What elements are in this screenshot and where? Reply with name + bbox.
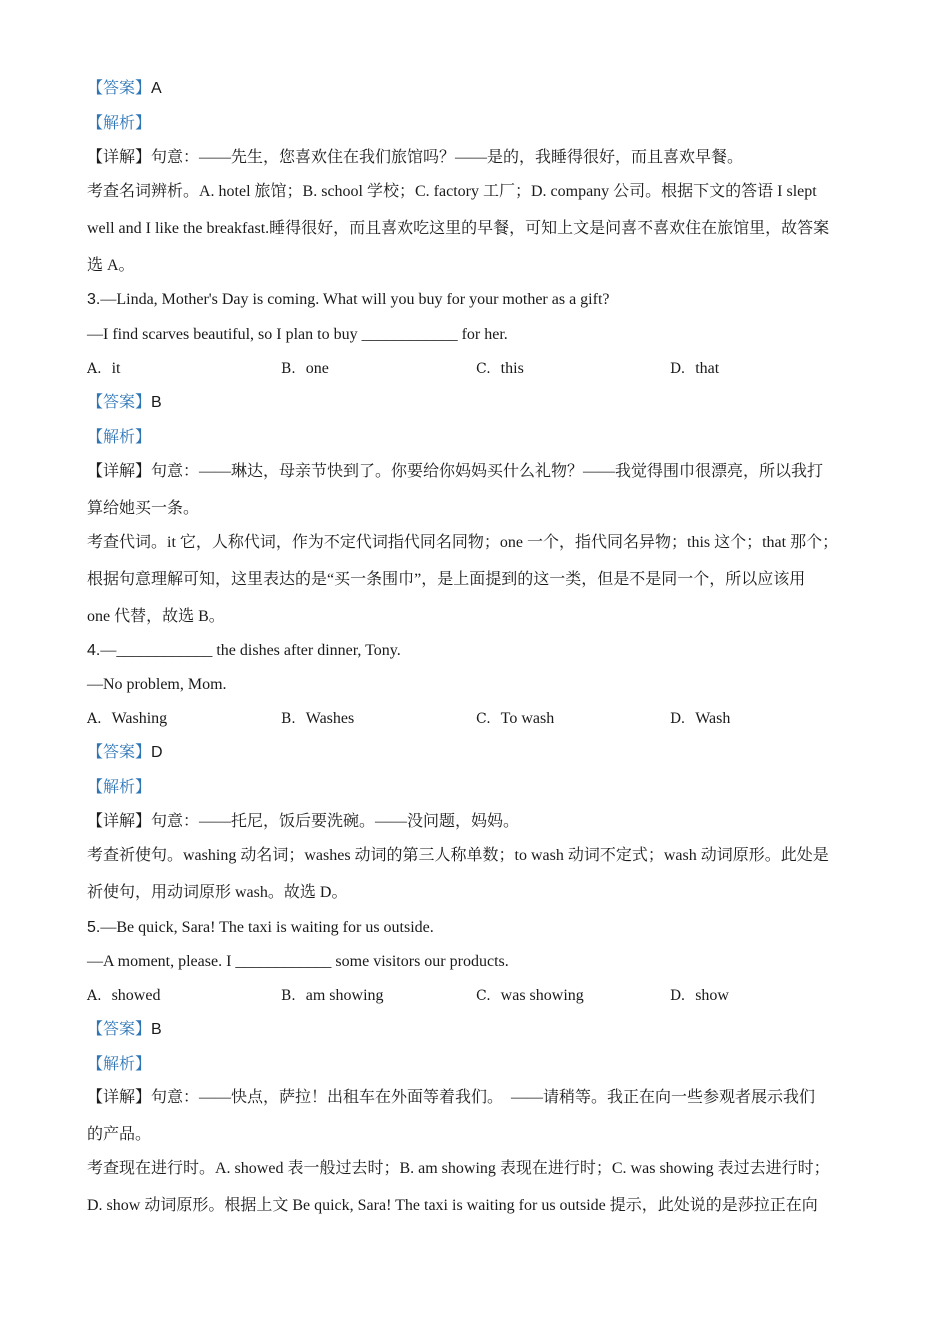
q2-analysis-line: [87, 113, 151, 135]
option-text: was showing: [500, 987, 584, 1004]
option-text: am showing: [305, 987, 384, 1004]
q3-stem-line-2: —I find scarves beautiful, so I plan to buy ____________ for her.: [87, 326, 508, 343]
option-text: one: [305, 360, 329, 377]
answer-value: A: [151, 80, 162, 97]
option-text: that: [695, 360, 720, 377]
option-text: Wash: [695, 710, 731, 727]
answer-value: B: [151, 394, 162, 411]
q4-detail-line: [87, 811, 519, 833]
answer-tag: 【答案】: [87, 1021, 152, 1038]
analysis-tag: 【解析】: [87, 779, 152, 796]
q4-answer-line: [87, 742, 163, 764]
q3-explain-line-2: 根据句意理解可知，这里表达的是“买一条围巾”，是上面提到的这一类，但是不是同一个，所以应该用: [87, 571, 806, 588]
q5-explain-line-1: 考查现在进行时。A. showed 表一般过去时；B. am showing 表现在进行时；C. was showing 表过去进行时；: [87, 1160, 830, 1177]
detail-tag: 【详解】: [87, 1089, 152, 1106]
q4-option-c: [476, 708, 554, 730]
detail-tag: 【详解】: [87, 463, 152, 480]
q4-option-b: [281, 708, 354, 730]
q3-option-b: [281, 358, 329, 380]
answer-value: D: [151, 744, 163, 761]
detail-text: 句意：——琳达，母亲节快到了。你要给你妈妈买什么礼物？——我觉得围巾很漂亮，所以我打: [151, 463, 824, 480]
option-text: this: [500, 360, 524, 377]
option-letter: A.: [87, 988, 102, 1004]
q3-explain-line-1: 考查代词。it 它，人称代词，作为不定代词指代同名同物；one 一个，指代同名异物；this 这个；that 那个；: [87, 534, 839, 551]
option-letter: A.: [87, 361, 102, 377]
q4-stem-line-2: —No problem, Mom.: [87, 676, 227, 693]
q5-stem-line-2: —A moment, please. I ____________ some visitors our products.: [87, 953, 509, 970]
answer-tag: 【答案】: [87, 80, 152, 97]
analysis-tag: 【解析】: [87, 115, 152, 132]
detail-text: 句意：——托尼，饭后要洗碗。——没问题，妈妈。: [151, 813, 520, 830]
question-number: 3.: [87, 291, 101, 308]
option-text: To wash: [500, 710, 555, 727]
detail-text: 句意：——快点，萨拉！出租车在外面等着我们。 ——请稍等。我正在向一些参观者展示我们: [151, 1089, 816, 1106]
q5-option-a: [87, 985, 160, 1007]
q3-option-d: [670, 358, 719, 380]
q5-detail-line-1: [87, 1087, 815, 1109]
q2-explain-line-2: well and I like the breakfast.睡得很好，而且喜欢吃这里的早餐，可知上文是问喜不喜欢住在旅馆里，故答案: [87, 220, 830, 237]
q3-option-c: [476, 358, 524, 380]
detail-tag: 【详解】: [87, 149, 152, 166]
answer-tag: 【答案】: [87, 394, 152, 411]
detail-tag: 【详解】: [87, 813, 152, 830]
question-number: 4.: [87, 642, 101, 659]
option-letter: C.: [476, 988, 491, 1004]
q3-detail-line-1: [87, 461, 823, 483]
q5-option-b: [281, 985, 384, 1007]
option-text: showed: [111, 987, 161, 1004]
answer-tag: 【答案】: [87, 744, 152, 761]
q5-option-c: [476, 985, 584, 1007]
analysis-tag: 【解析】: [87, 429, 152, 446]
option-text: it: [111, 360, 121, 377]
q4-stem-line-1: [87, 640, 401, 662]
q4-option-d: [670, 708, 730, 730]
q5-option-d: [670, 985, 729, 1007]
q5-detail-line-2: 的产品。: [87, 1126, 152, 1143]
q4-option-a: [87, 708, 167, 730]
q3-explain-line-3: one 代替，故选 B。: [87, 608, 225, 625]
option-letter: B.: [281, 988, 296, 1004]
option-letter: D.: [670, 711, 686, 727]
q2-answer-line: [87, 78, 162, 100]
answer-value: B: [151, 1021, 162, 1038]
q2-detail-line: [87, 147, 743, 169]
option-letter: C.: [476, 361, 491, 377]
q3-detail-line-2: 算给她买一条。: [87, 500, 200, 517]
option-text: Washing: [111, 710, 168, 727]
analysis-tag: 【解析】: [87, 1056, 152, 1073]
q3-analysis-line: [87, 427, 151, 449]
question-number: 5.: [87, 919, 101, 936]
q5-analysis-line: [87, 1054, 151, 1076]
q2-explain-line-3: 选 A。: [87, 257, 135, 274]
q3-stem-line-1: [87, 289, 610, 311]
question-text: —Linda, Mother's Day is coming. What will you buy for your mother as a gift?: [100, 291, 610, 308]
question-text: —Be quick, Sara! The taxi is waiting for us outside.: [100, 919, 434, 936]
q5-answer-line: [87, 1019, 162, 1041]
option-letter: B.: [281, 711, 296, 727]
detail-text: 句意：——先生，您喜欢住在我们旅馆吗？——是的，我睡得很好，而且喜欢早餐。: [151, 149, 744, 166]
q3-answer-line: [87, 392, 162, 414]
option-letter: D.: [670, 361, 686, 377]
option-text: Washes: [305, 710, 355, 727]
q5-explain-line-2: D. show 动词原形。根据上文 Be quick, Sara! The taxi is waiting for us outside 提示，此处说的是莎拉正在向: [87, 1197, 818, 1214]
question-text: —____________ the dishes after dinner, Tony.: [100, 642, 401, 659]
option-letter: D.: [670, 988, 686, 1004]
q4-explain-line-2: 祈使句，用动词原形 wash。故选 D。: [87, 884, 348, 901]
option-text: show: [695, 987, 729, 1004]
q5-stem-line-1: [87, 917, 434, 939]
q2-explain-line-1: 考查名词辨析。A. hotel 旅馆；B. school 学校；C. factory 工厂；D. company 公司。根据下文的答语 I slept: [87, 183, 817, 200]
q3-option-a: [87, 358, 120, 380]
q4-analysis-line: [87, 777, 151, 799]
option-letter: C.: [476, 711, 491, 727]
option-letter: A.: [87, 711, 102, 727]
option-letter: B.: [281, 361, 296, 377]
q4-explain-line-1: 考查祈使句。washing 动名词；washes 动词的第三人称单数；to wash 动词不定式；wash 动词原形。此处是: [87, 847, 829, 864]
